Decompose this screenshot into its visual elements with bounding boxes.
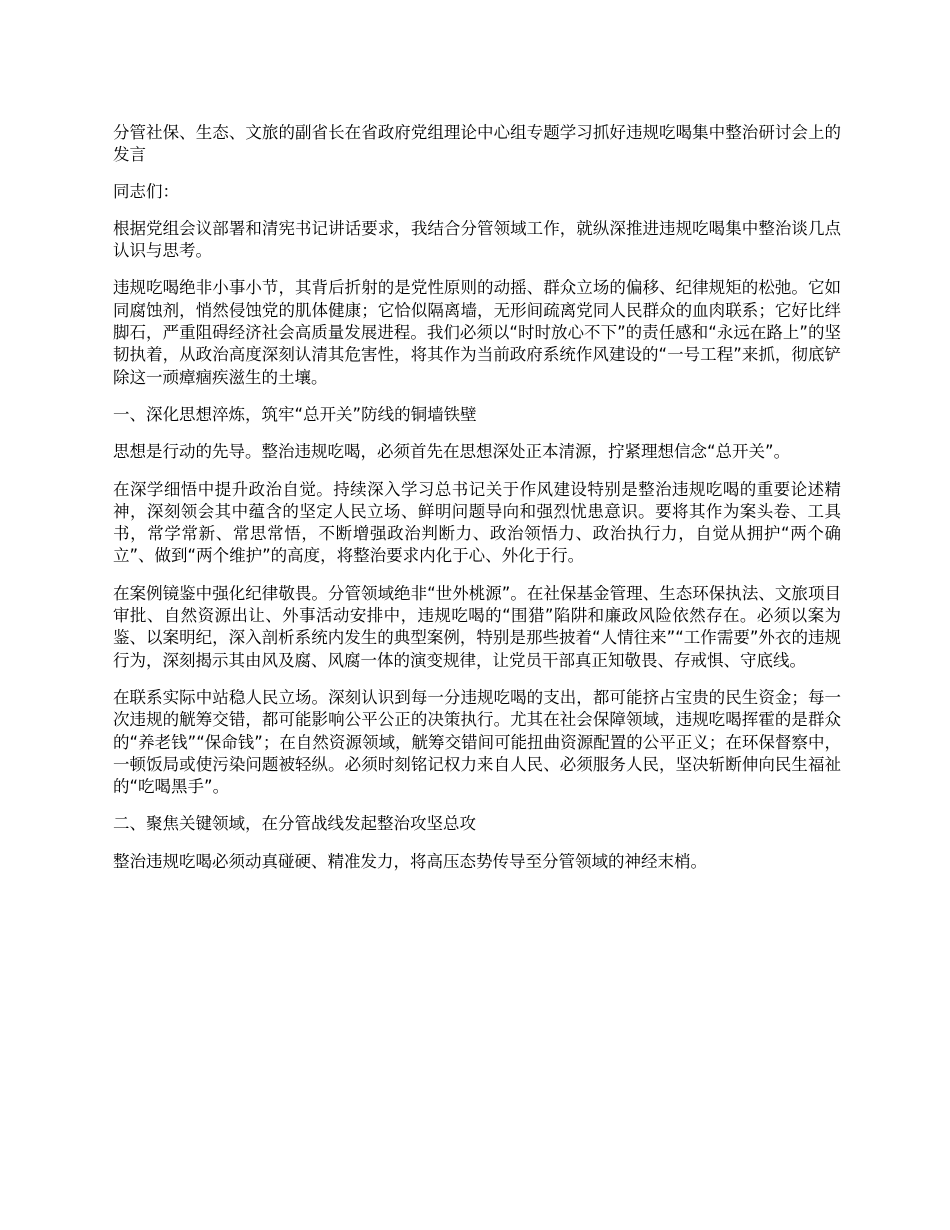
section-heading-1: 一、深化思想淬炼，筑牢“总开关”防线的铜墙铁壁 — [113, 404, 477, 424]
paragraph-cases: 在案例镜鉴中强化纪律敬畏。分管领域绝非“世外桃源”。在社保基金管理、生态环保执法、文旅项目审批、自然资源出让、外事活动安排中，违规吃喝的“围猎”陷阱和廉政风险依然存在。必须以案为鉴、以案明纪，深入剖析系统内发生的典型案例，特别是那些披着“人情往来”“工作需要”外衣的违规行为，深刻揭示其由风及腐、风腐一体的演变规律，让党员干部真正知敬畏、存戒惧、守底线。 — [113, 583, 841, 670]
paragraph-focus: 整治违规吃喝必须动真碰硬、精准发力，将高压态势传导至分管领域的神经末梢。 — [113, 851, 707, 871]
paragraph-people: 在联系实际中站稳人民立场。深刻认识到每一分违规吃喝的支出，都可能挤占宝贵的民生资金；每一次违规的觥筹交错，都可能影响公平公正的决策执行。尤其在社会保障领域，违规吃喝挥霍的是群众的“养老钱”“保命钱”；在自然资源领域，觥筹交错间可能扭曲资源配置的公平正义；在环保督察中，一顿饭局或使污染问题被轻纵。必须时刻铭记权力来自人民、必须服务人民，坚决斩断伸向民生福祉的“吃喝黑手”。 — [113, 687, 841, 797]
section-heading-2: 二、聚焦关键领域，在分管战线发起整治攻坚总攻 — [113, 814, 476, 834]
document-title: 分管社保、生态、文旅的副省长在省政府党组理论中心组专题学习抓好违规吃喝集中整治研讨会上的发言 — [113, 123, 841, 165]
paragraph-harm: 违规吃喝绝非小事小节，其背后折射的是党性原则的动摇、群众立场的偏移、纪律规矩的松弛。它如同腐蚀剂，悄然侵蚀党的肌体健康；它恰似隔离墙，无形间疏离党同人民群众的血肉联系；它好比绊脚石，严重阻碍经济社会高质量发展进程。我们必须以“时时放心不下”的责任感和“永远在路上”的坚韧执着，从政治高度深刻认清其危害性，将其作为当前政府系统作风建设的“一号工程”来抓，彻底铲除这一顽瘴痼疾滋生的土壤。 — [113, 278, 841, 387]
salutation: 同志们： — [113, 181, 179, 201]
paragraph-intro: 根据党组会议部署和清宪书记讲话要求，我结合分管领域工作，就纵深推进违规吃喝集中整治谈几点认识与思考。 — [113, 218, 841, 261]
document-page — [113, 122, 841, 888]
paragraph-thought: 思想是行动的先导。整治违规吃喝，必须首先在思想深处正本清源，拧紧理想信念“总开关”。 — [113, 442, 791, 462]
paragraph-study: 在深学细悟中提升政治自觉。持续深入学习总书记关于作风建设特别是整治违规吃喝的重要论述精神，深刻领会其中蕴含的坚定人民立场、鲜明问题导向和强烈忧患意识。要将其作为案头卷、工具书，常学常新、常思常悟，不断增强政治判断力、政治领悟力、政治执行力，自觉从拥护“两个确立”、做到“两个维护”的高度，将整治要求内化于心、外化于行。 — [113, 479, 841, 566]
